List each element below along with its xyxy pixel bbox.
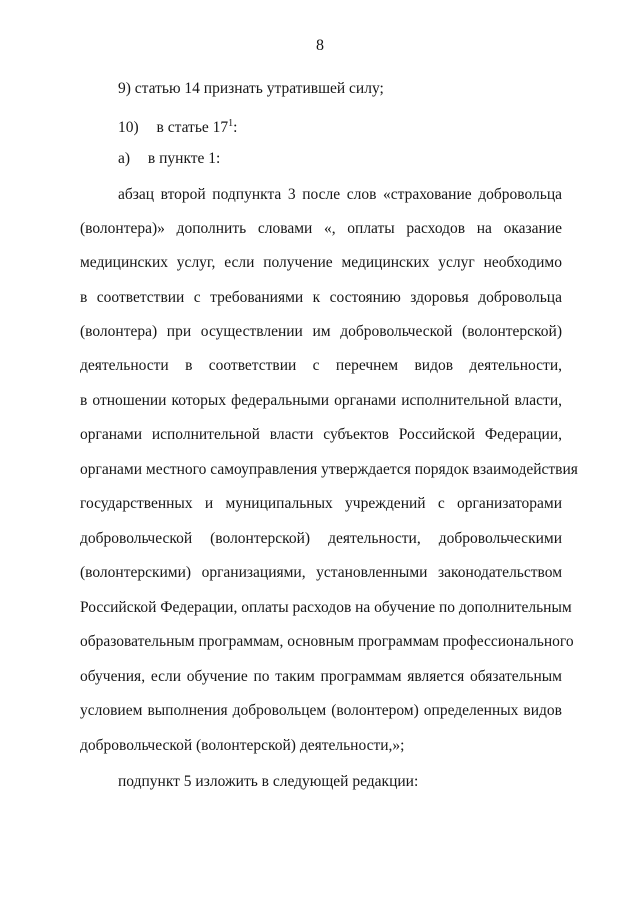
paragraph-line: в соответствии с требованиями к состоянию здоровья добровольца [80, 289, 562, 306]
list-marker: а) [118, 150, 131, 167]
list-item-text: статью 14 признать утратившей силу; [134, 80, 384, 97]
paragraph-line: медицинских услуг, если получение медицинских услуг необходимо [80, 254, 562, 271]
paragraph-line: (волонтера) при осуществлении им добровольческой (волонтерской) [80, 323, 562, 340]
paragraph-line-last: добровольческой (волонтерской) деятельности,»; [80, 737, 405, 754]
paragraph-line: обучения, если обучение по таким программам является обязательным [80, 668, 562, 685]
paragraph-line: деятельности в соответствии с перечнем видов деятельности, [80, 357, 562, 374]
paragraph-line: (волонтера)» дополнить словами «, оплаты расходов на оказание [80, 220, 562, 237]
list-item-a [118, 150, 220, 168]
paragraph-line: в отношении которых федеральными органами исполнительной власти, [80, 392, 562, 409]
paragraph-line: государственных и муниципальных учреждений с организаторами [80, 495, 562, 512]
list-marker: 9) [118, 80, 131, 97]
paragraph-line: (волонтерскими) организациями, установленными законодательством [80, 564, 562, 581]
paragraph-line: органами исполнительной власти субъектов Российской Федерации, [80, 426, 562, 443]
list-item-9 [118, 80, 384, 98]
paragraph-line: Российской Федерации, оплаты расходов на обучение по дополнительным [80, 599, 572, 616]
list-item-10 [118, 115, 237, 137]
list-item-text: в пункте 1: [147, 150, 221, 167]
final-instruction: подпункт 5 изложить в следующей редакции: [118, 773, 419, 790]
paragraph-line: условием выполнения добровольцем (волонтером) определенных видов [80, 702, 562, 719]
list-marker: 10) [118, 119, 139, 136]
superscript: 1 [228, 118, 234, 129]
paragraph-line: органами местного самоуправления утверждается порядок взаимодействия [80, 461, 578, 478]
paragraph-line: абзац второй подпункта 3 после слов «страхование добровольца [118, 186, 562, 203]
list-item-text-end: : [233, 119, 238, 136]
page-number: 8 [316, 37, 324, 54]
paragraph-line: образовательным программам, основным программам профессионального [80, 633, 574, 650]
paragraph-line: добровольческой (волонтерской) деятельности, добровольческими [80, 530, 562, 547]
list-item-text: в статье 17 [156, 119, 229, 136]
